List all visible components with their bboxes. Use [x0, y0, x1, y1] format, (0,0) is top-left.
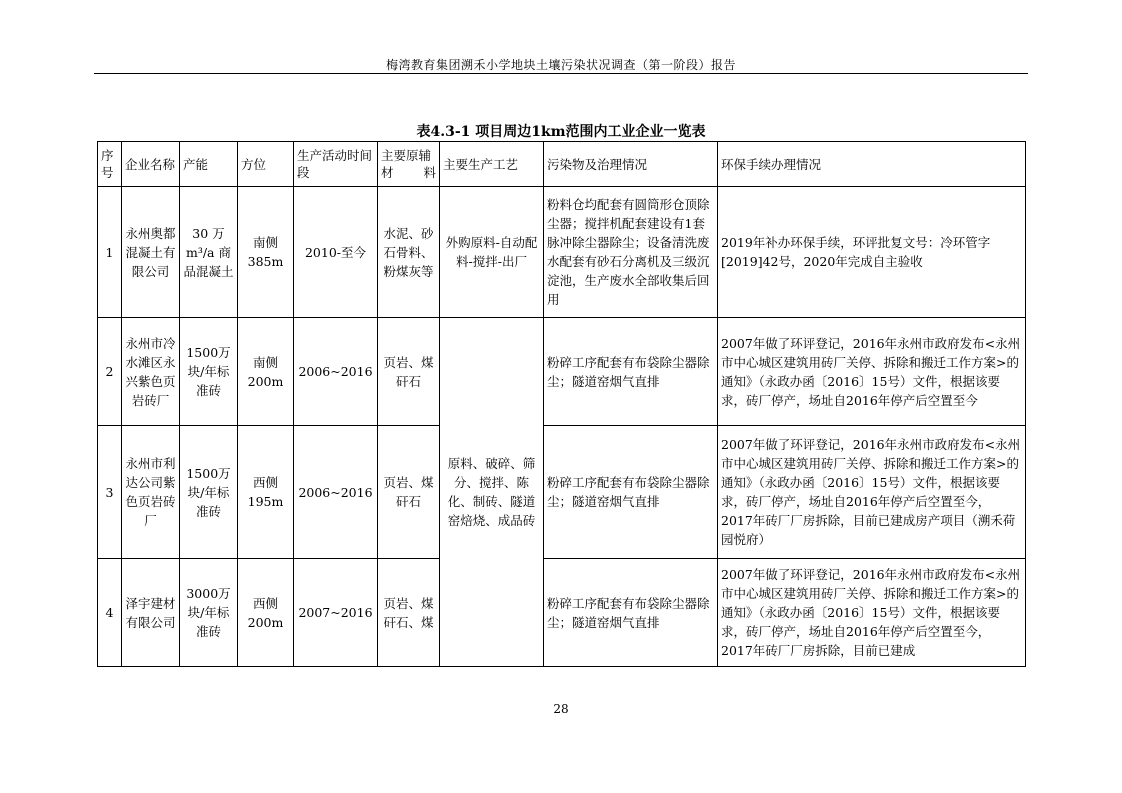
table-row: [98, 426, 1026, 559]
header-permits: 环保手续办理情况: [718, 142, 1026, 187]
cell-period: 2007~2016: [294, 559, 378, 667]
cell-direction: 南侧385m: [238, 187, 294, 318]
header-name: 企业名称: [122, 142, 180, 187]
header-period: 生产活动时间段: [294, 142, 378, 187]
table-header-row: [98, 142, 1026, 187]
table-row: [98, 187, 1026, 318]
cell-pollution: 粉碎工序配套有布袋除尘器除尘；隧道窑烟气直排: [544, 426, 718, 559]
header-materials: 主要原辅材料: [378, 142, 440, 187]
cell-capacity: 1500万块/年标准砖: [180, 318, 238, 426]
cell-process: 外购原料-自动配料-搅拌-出厂: [440, 187, 544, 318]
cell-process-shared: 原料、破碎、筛分、搅拌、陈化、制砖、隧道窑焙烧、成品砖: [440, 318, 544, 667]
cell-period: 2010-至今: [294, 187, 378, 318]
header-direction: 方位: [238, 142, 294, 187]
page-number: 28: [553, 702, 569, 716]
header-capacity: 产能: [180, 142, 238, 187]
cell-capacity: 30 万 m³/a 商品混凝土: [180, 187, 238, 318]
cell-permits: 2007年做了环评登记，2016年永州市政府发布<永州市中心城区建筑用砖厂关停、拆除和搬迁工作方案>的通知》（永政办函〔2016〕15号）文件，根据该要求，砖厂停产，场址自2016年停产后空置至今，2017年砖厂厂房拆除，目前已建成房产项目（溯禾荷园悦府）: [718, 426, 1026, 559]
cell-no: 1: [98, 187, 122, 318]
cell-name: 永州市冷水滩区永兴紫色页岩砖厂: [122, 318, 180, 426]
header-rule: [94, 73, 1028, 74]
cell-direction: 西侧200m: [238, 559, 294, 667]
cell-capacity: 3000万块/年标准砖: [180, 559, 238, 667]
cell-name: 泽宇建材有限公司: [122, 559, 180, 667]
cell-period: 2006~2016: [294, 426, 378, 559]
cell-direction: 西侧195m: [238, 426, 294, 559]
cell-pollution: 粉料仓均配套有圆筒形仓顶除尘器；搅拌机配套建设有1套脉冲除尘器除尘；设备清洗废水配套有砂石分离机及三级沉淀池，生产废水全部收集后回用: [544, 187, 718, 318]
cell-materials: 页岩、煤矸石: [378, 318, 440, 426]
cell-materials: 页岩、煤矸石、煤: [378, 559, 440, 667]
cell-name: 永州奥都混凝土有限公司: [122, 187, 180, 318]
cell-pollution: 粉碎工序配套有布袋除尘器除尘；隧道窑烟气直排: [544, 318, 718, 426]
cell-no: 2: [98, 318, 122, 426]
header-process: 主要生产工艺: [440, 142, 544, 187]
cell-materials: 水泥、砂石骨料、粉煤灰等: [378, 187, 440, 318]
table-caption: 表4.3-1 项目周边1km范围内工业企业一览表: [416, 124, 706, 140]
table-row: [98, 559, 1026, 667]
cell-period: 2006~2016: [294, 318, 378, 426]
cell-permits: 2007年做了环评登记，2016年永州市政府发布<永州市中心城区建筑用砖厂关停、拆除和搬迁工作方案>的通知》（永政办函〔2016〕15号）文件，根据该要求，砖厂停产，场址自2016年停产后空置至今，2017年砖厂厂房拆除，目前已建成: [718, 559, 1026, 667]
cell-permits: 2007年做了环评登记，2016年永州市政府发布<永州市中心城区建筑用砖厂关停、拆除和搬迁工作方案>的通知》（永政办函〔2016〕15号）文件，根据该要求，砖厂停产，场址自2016年停产后空置至今: [718, 318, 1026, 426]
cell-no: 4: [98, 559, 122, 667]
cell-direction: 南侧200m: [238, 318, 294, 426]
cell-name: 永州市利达公司紫色页岩砖厂: [122, 426, 180, 559]
cell-no: 3: [98, 426, 122, 559]
cell-pollution: 粉碎工序配套有布袋除尘器除尘；隧道窑烟气直排: [544, 559, 718, 667]
header-no: 序号: [98, 142, 122, 187]
table-row: [98, 318, 1026, 426]
page-header-title: 梅湾教育集团溯禾小学地块土壤污染状况调查（第一阶段）报告: [385, 58, 736, 72]
header-pollution: 污染物及治理情况: [544, 142, 718, 187]
cell-permits: 2019年补办环保手续，环评批复文号：冷环管字[2019]42号，2020年完成自主验收: [718, 187, 1026, 318]
cell-materials: 页岩、煤矸石: [378, 426, 440, 559]
cell-capacity: 1500万块/年标准砖: [180, 426, 238, 559]
enterprise-table: [97, 141, 1026, 667]
